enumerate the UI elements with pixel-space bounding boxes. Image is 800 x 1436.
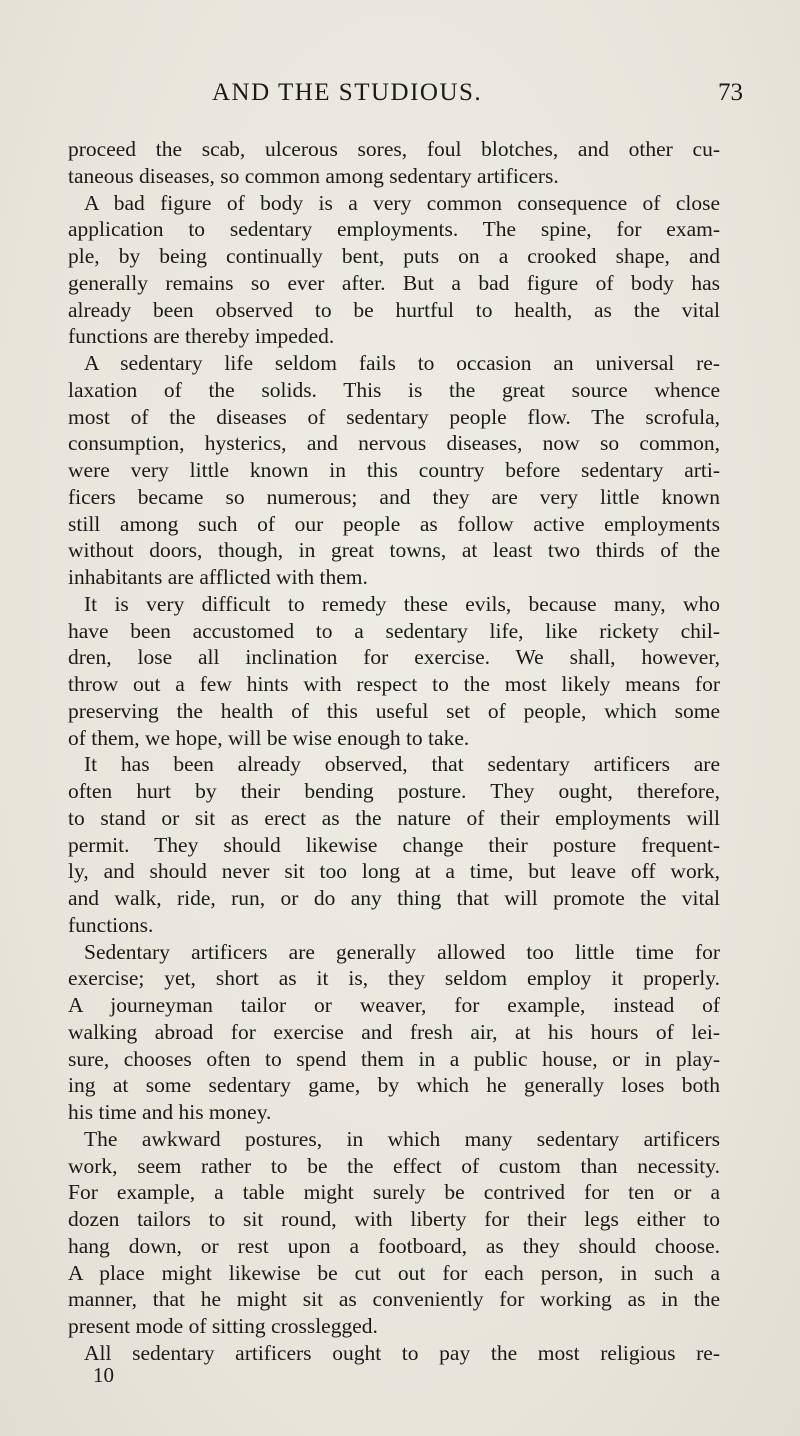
text-line: The awkward postures, in which many sedentary artificers bbox=[84, 1126, 720, 1151]
text-line: inhabitants are afflicted with them. bbox=[68, 565, 368, 589]
text-line: laxation of the solids. This is the great source whence bbox=[68, 377, 720, 402]
text-line: consumption, hysterics, and nervous diseases, now so common, bbox=[68, 431, 720, 456]
text-line: For example, a table might surely be contrived for ten or a bbox=[68, 1180, 720, 1205]
text-line: without doors, though, in great towns, at least two thirds of the bbox=[68, 538, 720, 563]
text-line: have been accustomed to a sedentary life, like rickety chil- bbox=[68, 618, 720, 643]
text-line: of them, we hope, will be wise enough to take. bbox=[68, 725, 470, 750]
text-line: present mode of sitting crosslegged. bbox=[68, 1314, 378, 1338]
text-line: A bad figure of body is a very common consequence of close bbox=[84, 190, 720, 215]
text-line: his time and his money. bbox=[68, 1100, 272, 1124]
text-line: still among such of our people as follow active employments bbox=[68, 511, 720, 536]
text-line: work, seem rather to be the effect of custom than necessity. bbox=[68, 1153, 720, 1178]
text-line: hang down, or rest upon a footboard, as they should choose. bbox=[68, 1233, 720, 1258]
text-line: A sedentary life seldom fails to occasion an universal re- bbox=[84, 351, 720, 375]
text-line: often hurt by their bending posture. They ought, therefore, bbox=[68, 779, 720, 803]
text-line: taneous diseases, so common among sedentary artificers. bbox=[68, 163, 559, 188]
text-line: were very little known in this country before sedentary arti- bbox=[68, 458, 720, 482]
signature-mark: 10 bbox=[93, 1363, 114, 1387]
text-line: throw out a few hints with respect to the most likely means for bbox=[68, 672, 720, 696]
text-line: dozen tailors to sit round, with liberty for their legs either to bbox=[68, 1207, 720, 1231]
body-text bbox=[68, 136, 720, 1367]
running-head bbox=[0, 78, 800, 118]
text-line: A journeyman tailor or weaver, for example, instead of bbox=[68, 993, 720, 1017]
text-line: ple, by being continually bent, puts on a crooked shape, and bbox=[68, 244, 720, 268]
text-line: sure, chooses often to spend them in a public house, or in play- bbox=[68, 1046, 720, 1071]
text-line: walking abroad for exercise and fresh air, at his hours of lei- bbox=[68, 1019, 720, 1044]
running-title: AND THE STUDIOUS. bbox=[212, 79, 483, 106]
text-line: exercise; yet, short as it is, they seldom employ it properly. bbox=[68, 966, 720, 991]
text-line: It has been already observed, that sedentary artificers are bbox=[84, 752, 720, 777]
text-line: functions. bbox=[68, 912, 154, 937]
text-line: generally remains so ever after. But a bad figure of body has bbox=[68, 270, 720, 295]
text-line: to stand or sit as erect as the nature of their employments will bbox=[68, 805, 720, 830]
page-number: 73 bbox=[718, 79, 743, 106]
text-line: ficers became so numerous; and they are very little known bbox=[68, 484, 720, 509]
text-line: A place might likewise be cut out for each person, in such a bbox=[68, 1260, 720, 1285]
text-line: Sedentary artificers are generally allowed too little time for bbox=[84, 939, 720, 964]
text-line: ing at some sedentary game, by which he generally loses both bbox=[68, 1073, 720, 1098]
text-line: functions are thereby impeded. bbox=[68, 324, 335, 349]
text-line: It is very difficult to remedy these evils, because many, who bbox=[84, 591, 720, 616]
text-line: already been observed to be hurtful to health, as the vital bbox=[68, 297, 720, 322]
text-line: application to sedentary employments. The spine, for exam- bbox=[68, 217, 720, 242]
text-line: All sedentary artificers ought to pay the most religious re- bbox=[84, 1340, 720, 1365]
text-line: manner, that he might sit as conveniently for working as in the bbox=[68, 1287, 720, 1312]
text-line: permit. They should likewise change their posture frequent- bbox=[68, 832, 720, 857]
text-line: proceed the scab, ulcerous sores, foul blotches, and other cu- bbox=[68, 137, 720, 161]
text-line: ly, and should never sit too long at a time, but leave off work, bbox=[68, 859, 720, 884]
text-line: most of the diseases of sedentary people flow. The scrofula, bbox=[68, 404, 720, 429]
text-line: preserving the health of this useful set of people, which some bbox=[68, 698, 720, 723]
text-line: dren, lose all inclination for exercise. We shall, however, bbox=[68, 645, 720, 670]
text-line: and walk, ride, run, or do any thing that will promote the vital bbox=[68, 886, 720, 910]
